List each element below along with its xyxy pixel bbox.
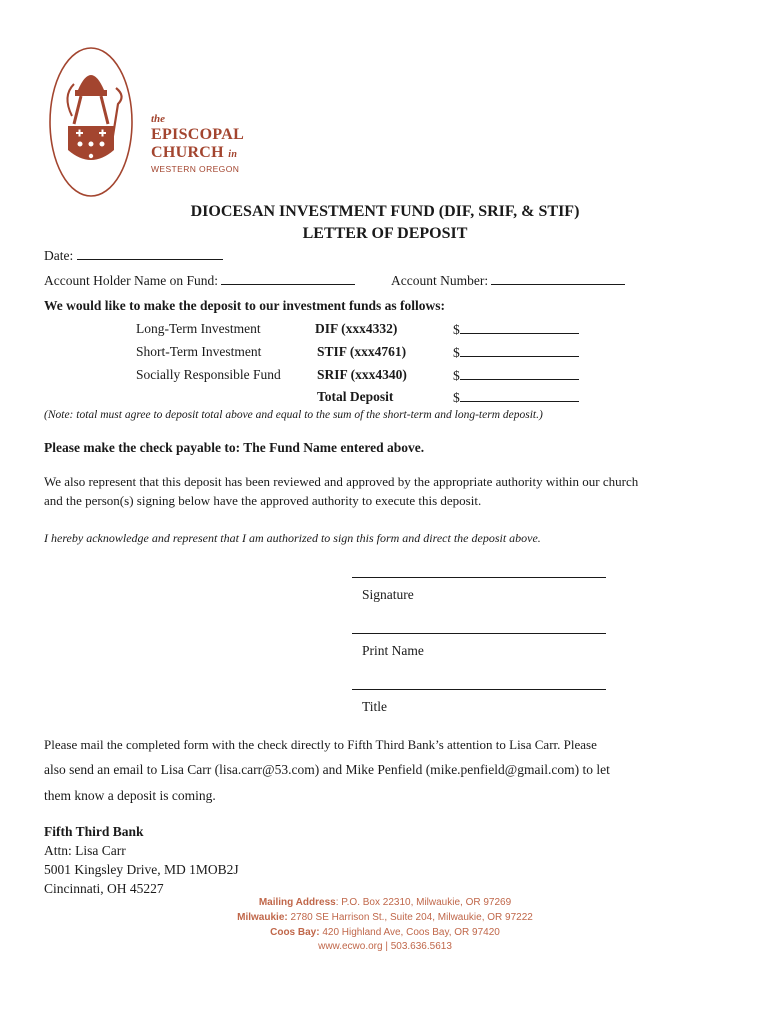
logo-western-oregon: WESTERN OREGON bbox=[151, 164, 240, 174]
mail-line-1: Please mail the completed form with the check directly to Fifth Third Bank’s attention to Lisa Carr. Please bbox=[44, 737, 597, 752]
intro-text: We would like to make the deposit to our investment funds as follows: bbox=[44, 298, 446, 313]
footer-web[interactable]: www.ecwo.org | 503.636.5613 bbox=[318, 941, 452, 952]
represent-line-1: We also represent that this deposit has been reviewed and approved by the appropriate authority within our church bbox=[44, 474, 639, 489]
date-field bbox=[44, 247, 223, 264]
account-holder-line[interactable] bbox=[221, 272, 355, 285]
diocese-logo bbox=[48, 46, 134, 198]
logo-church: CHURCH bbox=[151, 144, 224, 161]
bank-name: Fifth Third Bank bbox=[44, 824, 144, 839]
logo-wordmark bbox=[151, 114, 244, 174]
deposit-code-stif: STIF (xxx4761) bbox=[317, 344, 407, 359]
logo-the: the bbox=[151, 113, 166, 125]
acknowledge-text: I hereby acknowledge and represent that I am authorized to sign this form and direct the deposit above. bbox=[44, 531, 541, 545]
print-name-line[interactable] bbox=[352, 633, 606, 634]
total-deposit-label: Total Deposit bbox=[317, 389, 394, 404]
amount-line-stif[interactable] bbox=[460, 344, 579, 357]
represent-line-2: and the person(s) signing below have the approved authority to execute this deposit. bbox=[44, 493, 482, 508]
deposit-amount-srif: $ bbox=[453, 367, 579, 384]
amount-line-srif[interactable] bbox=[460, 367, 579, 380]
deposit-name-long-term: Long-Term Investment bbox=[136, 321, 261, 336]
title-line[interactable] bbox=[352, 689, 606, 690]
print-name-label: Print Name bbox=[362, 643, 424, 658]
mail-line-3: them know a deposit is coming. bbox=[44, 788, 216, 803]
footer-milwaukie: Milwaukie: 2780 SE Harrison St., Suite 204, Milwaukie, OR 97222 bbox=[237, 912, 533, 923]
account-holder-field bbox=[44, 272, 355, 289]
form-title: DIOCESAN INVESTMENT FUND (DIF, SRIF, & STIF) bbox=[190, 203, 580, 220]
bank-attn: Attn: Lisa Carr bbox=[44, 843, 126, 858]
deposit-amount-stif: $ bbox=[453, 344, 579, 361]
deposit-code-srif: SRIF (xxx4340) bbox=[317, 367, 407, 382]
logo-episcopal: EPISCOPAL bbox=[151, 126, 245, 143]
footer-mailing: Mailing Address: P.O. Box 22310, Milwaukie, OR 97269 bbox=[258, 897, 512, 908]
account-number-label: Account Number: bbox=[391, 273, 489, 288]
payable-text: Please make the check payable to: The Fund Name entered above. bbox=[44, 440, 425, 455]
note-text: (Note: total must agree to deposit total above and equal to the sum of the short-term and long-term deposit.) bbox=[44, 409, 543, 421]
signature-label: Signature bbox=[362, 587, 414, 602]
logo-in: in bbox=[228, 149, 238, 160]
signature-line[interactable] bbox=[352, 577, 606, 578]
deposit-name-socially-responsible: Socially Responsible Fund bbox=[136, 367, 281, 382]
total-deposit-amount: $ bbox=[453, 389, 579, 406]
footer-coos-bay: Coos Bay: 420 Highland Ave, Coos Bay, OR 97420 bbox=[270, 927, 500, 938]
date-line[interactable] bbox=[77, 247, 223, 260]
date-label: Date: bbox=[44, 248, 74, 263]
amount-line-total[interactable] bbox=[460, 389, 579, 402]
deposit-name-short-term: Short-Term Investment bbox=[136, 344, 262, 359]
deposit-code-dif: DIF (xxx4332) bbox=[315, 321, 398, 336]
amount-line-dif[interactable] bbox=[460, 321, 579, 334]
title-label: Title bbox=[362, 699, 388, 714]
deposit-amount-dif: $ bbox=[453, 321, 579, 338]
form-subtitle: LETTER OF DEPOSIT bbox=[302, 225, 468, 242]
account-number-line[interactable] bbox=[491, 272, 625, 285]
bank-street: 5001 Kingsley Drive, MD 1MOB2J bbox=[44, 862, 239, 877]
mail-line-2: also send an email to Lisa Carr (lisa.carr@53.com) and Mike Penfield (mike.penfield@gmail.com) to let bbox=[44, 762, 610, 777]
account-number-field bbox=[391, 272, 625, 289]
account-holder-label: Account Holder Name on Fund: bbox=[44, 273, 218, 288]
bank-city: Cincinnati, OH 45227 bbox=[44, 881, 164, 896]
